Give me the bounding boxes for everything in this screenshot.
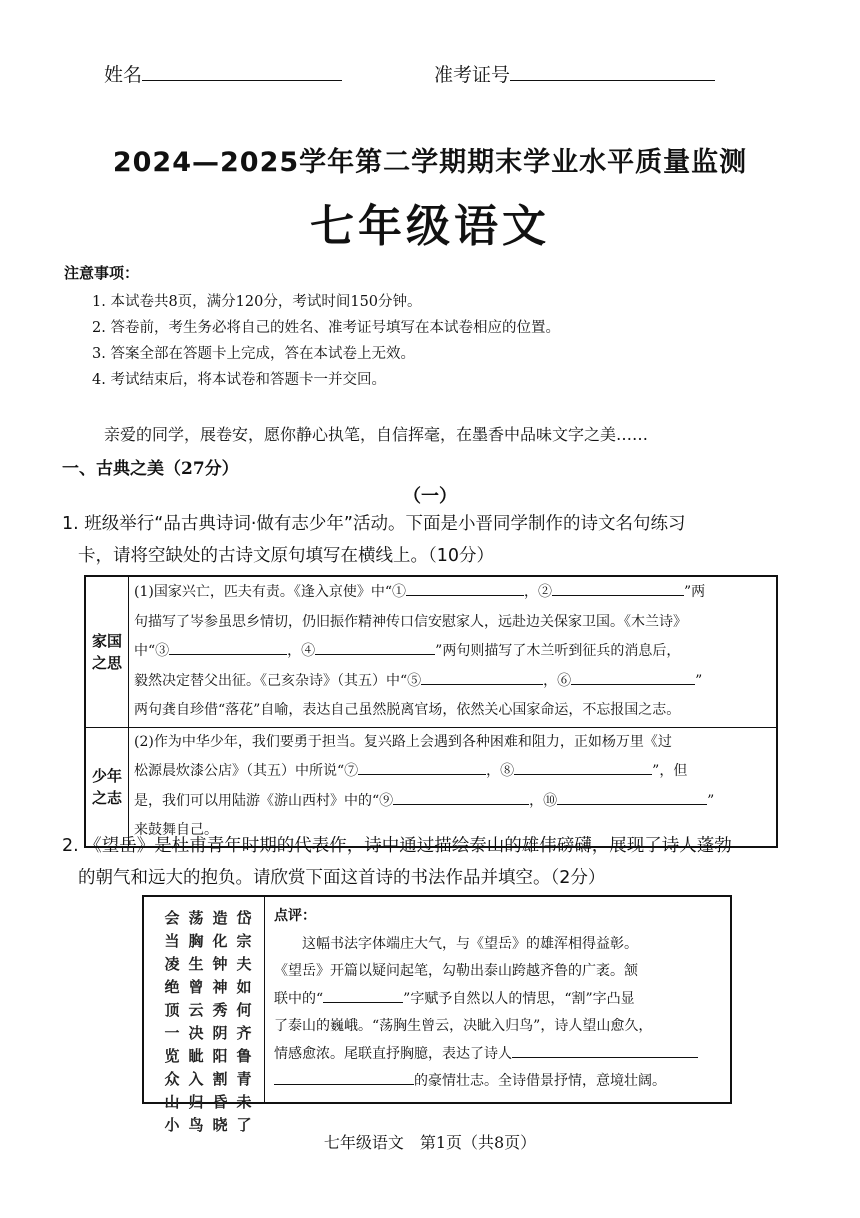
review-heading: 点评： — [274, 908, 316, 924]
question-1-line: 卡，请将空缺处的古诗文原句填写在横线上。（10分） — [78, 546, 495, 566]
answer-blank-9[interactable] — [393, 788, 529, 805]
note-item: 3. 答案全部在答题卡上完成，答在本试卷上无效。 — [92, 346, 415, 362]
review-blank-2[interactable] — [512, 1041, 698, 1058]
note-item: 1. 本试卷共8页，满分120分，考试时间150分钟。 — [92, 294, 422, 310]
exam-title: 2024—2025学年第二学期期末学业水平质量监测 — [112, 147, 748, 178]
answer-blank-3[interactable] — [169, 638, 287, 655]
answer-blank-4[interactable] — [315, 638, 435, 655]
card-label-youth: 少年 之志 — [85, 727, 129, 847]
calligraphy-column: 荡胸生曾云决眦入归鸟 — [188, 909, 204, 1134]
question-2-line: 的朝气和远大的抱负。请欣赏下面这首诗的书法作品并填空。（2分） — [78, 868, 606, 888]
subsection-heading: （一） — [403, 486, 457, 507]
answer-blank-8[interactable] — [514, 758, 652, 775]
answer-blank-5[interactable] — [421, 668, 543, 685]
question-2-line: 2. 《望岳》是杜甫青年时期的代表作，诗中通过描绘泰山的雄伟磅礴，展现了诗人蓬勃 — [62, 836, 732, 856]
exam-id-label: 准考证号 — [434, 64, 511, 86]
review-text: 点评： 这幅书法字体端庄大气，与《望岳》的雄浑相得益彰。 《望岳》开篇以疑问起笔，勾勒出泰山跨越齐鲁的广袤。颔 联中的“ ”字赋予自然以人的情思，“割”字凸显 了泰山的巍峨。“荡胸生曾云，决眦入归鸟”，诗人望山愈久， 情感愈浓。尾联直抒胸臆，表达了诗人 的豪情壮志。全诗借景抒情，意境壮阔。 — [274, 903, 719, 1096]
note-item: 2. 答卷前，考生务必将自己的姓名、准考证号填写在本试卷相应的位置。 — [92, 320, 560, 336]
review-blank-2-cont[interactable] — [274, 1068, 414, 1085]
exam-id-field — [434, 60, 715, 87]
answer-blank-10[interactable] — [557, 788, 707, 805]
intro-text: 亲爱的同学，展卷安，愿你静心执笔，自信挥毫，在墨香中品味文字之美…… — [104, 425, 649, 444]
answer-blank-7[interactable] — [358, 758, 486, 775]
name-field — [104, 60, 342, 87]
answer-blank-2[interactable] — [552, 579, 684, 596]
calligraphy-box — [142, 895, 732, 1134]
answer-blank-6[interactable] — [571, 668, 695, 685]
section-heading: 一、古典之美（27分） — [62, 459, 239, 479]
card-text-youth: (2)作为中华少年，我们要勇于担当。复兴路上会遇到各种困难和阻力，正如杨万里《过 松源晨炊漆公店》（其五）中所说“⑦ ，⑧ ”，但 是，我们可以用陆游《游山西村》中的“⑨ ，⑩ ” 来鼓舞自己。 — [129, 727, 778, 847]
card-text-homeland: (1)国家兴亡，匹夫有责。《逢入京使》中“① ，② ”两 句描写了岑参虽思乡情切，仍旧振作精神传口信安慰家人，远赴边关保家卫国。《木兰诗》 中“③ ，④ ”两句则描写了木兰听到征兵的消息后， 毅然决定替父出征。《己亥杂诗》（其五）中“⑤ ，⑥ ” 两句龚自珍借“落花”自喻，表达自己虽然脱离官场，依然关心国家命运，不忘报国之志。 — [129, 576, 778, 727]
calligraphy-column: 会当凌绝顶一览众山小 — [164, 909, 180, 1134]
name-blank — [142, 64, 342, 81]
calligraphy-column: 造化钟神秀阴阳割昏晓 — [212, 909, 228, 1134]
calligraphy-image — [144, 897, 265, 1134]
calligraphy-column: 岱宗夫如何齐鲁青未了 — [236, 909, 252, 1134]
name-label: 姓名 — [104, 64, 143, 86]
answer-blank-1[interactable] — [406, 579, 524, 596]
note-item: 4. 考试结束后，将本试卷和答题卡一并交回。 — [92, 372, 386, 388]
question-2 — [62, 830, 792, 894]
notes-heading: 注意事项： — [64, 264, 140, 282]
subject-title: 七年级语文 — [310, 201, 550, 252]
exam-id-blank — [510, 64, 715, 81]
practice-card — [84, 575, 778, 848]
question-1-line: 1. 班级举行“品古典诗词·做有志少年”活动。下面是小晋同学制作的诗文名句练习 — [62, 514, 686, 534]
card-label-homeland: 家国 之思 — [85, 576, 129, 727]
question-1 — [62, 508, 792, 572]
page-footer: 七年级语文 第1页（共8页） — [323, 1133, 537, 1152]
review-blank-1[interactable] — [323, 986, 403, 1003]
